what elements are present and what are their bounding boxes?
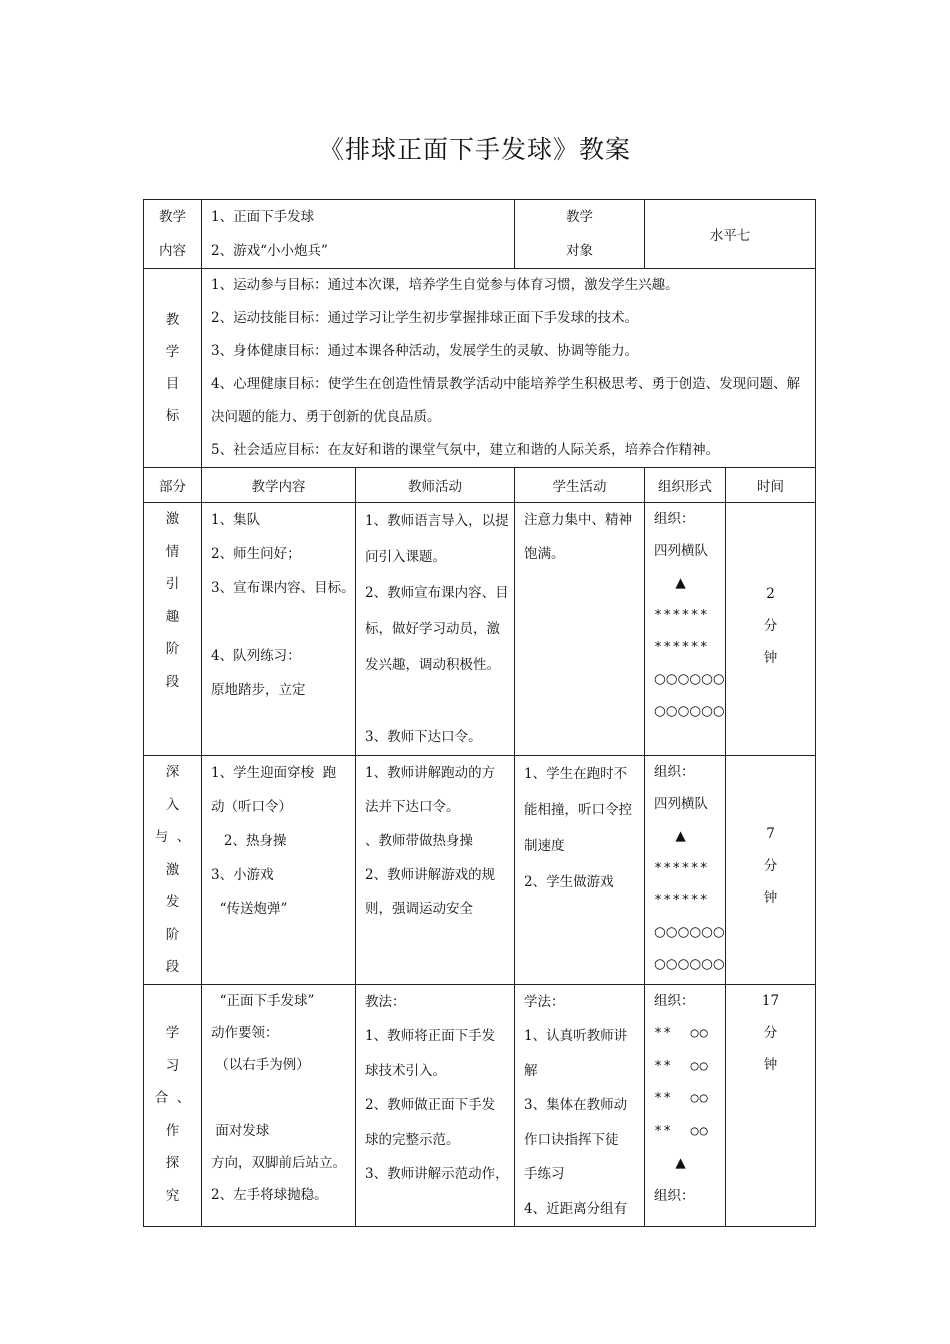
header-row — [144, 468, 816, 503]
goals-row — [144, 269, 816, 468]
content-items — [202, 200, 515, 269]
header-time: 时间 — [726, 468, 816, 503]
header-student: 学生活动 — [515, 468, 645, 503]
goal-item: 3、身体健康目标：通过本课各种活动，发展学生的灵敏、协调等能力。 — [211, 343, 639, 359]
row-teacher: 1、教师语言导入，以提 问引入课题。 2、教师宣布课内容、目 标，做好学习动员，激 发兴趣，调动积极性。 3、教师下达口令。 — [356, 503, 515, 756]
teacher-marker-icon: ▲ — [675, 1155, 686, 1171]
row-student: 1、学生在跑时不 能相撞，听口令控 制速度 2、学生做游戏 — [515, 756, 645, 985]
row-content: “正面下手发球” 动作要领： （以右手为例） 面对发球 方向，双脚前后站立。 2、左手将球抛稳。 — [202, 984, 356, 1227]
goal-item: 5、社会适应目标：在友好和谐的课堂气氛中，建立和谐的人际关系，培养合作精神。 — [211, 442, 720, 458]
goal-item: 决问题的能力、勇于创新的优良品质。 — [211, 409, 441, 425]
row-org: 组织： 四列横队 ▲ ****** ****** ○○○○○○ ○○○○○○ — [645, 756, 726, 985]
row-teacher: 教法： 1、教师将正面下手发 球技术引入。 2、教师做正面下手发 球的完整示范。 3、教师讲解示范动作， — [356, 984, 515, 1227]
row-teacher: 1、教师讲解跑动的方 法并下达口令。 、教师带做热身操 2、教师讲解游戏的规 则，强调运动安全 — [356, 756, 515, 985]
row-content: 1、学生迎面穿梭 跑 动（听口令） 2、热身操 3、小游戏 “传送炮弹” — [202, 756, 356, 985]
content-item: 2、游戏“小小炮兵” — [211, 243, 328, 259]
row-time: 7 分 钟 — [726, 756, 816, 985]
row-content: 1、集队 2、师生问好； 3、宣布课内容、目标。 4、队列练习： 原地踏步，立定 — [202, 503, 356, 756]
content-item: 1、正面下手发球 — [211, 209, 315, 225]
goal-item: 1、运动参与目标：通过本次课，培养学生自觉参与体育习惯，激发学生兴趣。 — [211, 277, 679, 293]
row-student: 注意力集中、精神 饱满。 — [515, 503, 645, 756]
row-org: 组织： ** ○○ ** ○○ ** ○○ ** ○○ ▲ 组织： — [645, 984, 726, 1227]
goals-label: 教 学 目 标 — [144, 269, 202, 468]
row-part: 学 习 合 、 作 探 究 — [144, 984, 202, 1227]
goal-item: 2、运动技能目标：通过学习让学生初步掌握排球正面下手发球的技术。 — [211, 310, 639, 326]
target-label: 教学 对象 — [515, 200, 645, 269]
header-teacher: 教师活动 — [356, 468, 515, 503]
row-part: 激 情 引 趣 阶 段 — [144, 503, 202, 756]
goals-list — [202, 269, 816, 468]
table-row — [144, 756, 816, 985]
row-time: 2 分 钟 — [726, 503, 816, 756]
teacher-marker-icon: ▲ — [675, 575, 686, 591]
teacher-marker-icon: ▲ — [675, 828, 686, 844]
row-org: 组织： 四列横队 ▲ ****** ****** ○○○○○○ ○○○○○○ — [645, 503, 726, 756]
goal-item: 4、心理健康目标：使学生在创造性情景教学活动中能培养学生积极思考、勇于创造、发现问题、解 — [211, 376, 801, 392]
target-value: 水平七 — [645, 200, 816, 269]
table-row — [144, 503, 816, 756]
row-part: 深 入 与 、 激 发 阶 段 — [144, 756, 202, 985]
page-title: 《排球正面下手发球》教案 — [318, 135, 631, 164]
content-row — [144, 200, 816, 269]
header-part: 部分 — [144, 468, 202, 503]
header-org: 组织形式 — [645, 468, 726, 503]
row-student: 学法： 1、认真听教师讲 解 3、集体在教师动 作口诀指挥下徒 手练习 4、近距离分组有 — [515, 984, 645, 1227]
row-time: 17 分 钟 — [726, 984, 816, 1227]
header-content: 教学内容 — [202, 468, 356, 503]
table-row — [144, 984, 816, 1227]
content-label: 教学 内容 — [144, 200, 202, 269]
lesson-plan-table — [143, 199, 816, 1227]
